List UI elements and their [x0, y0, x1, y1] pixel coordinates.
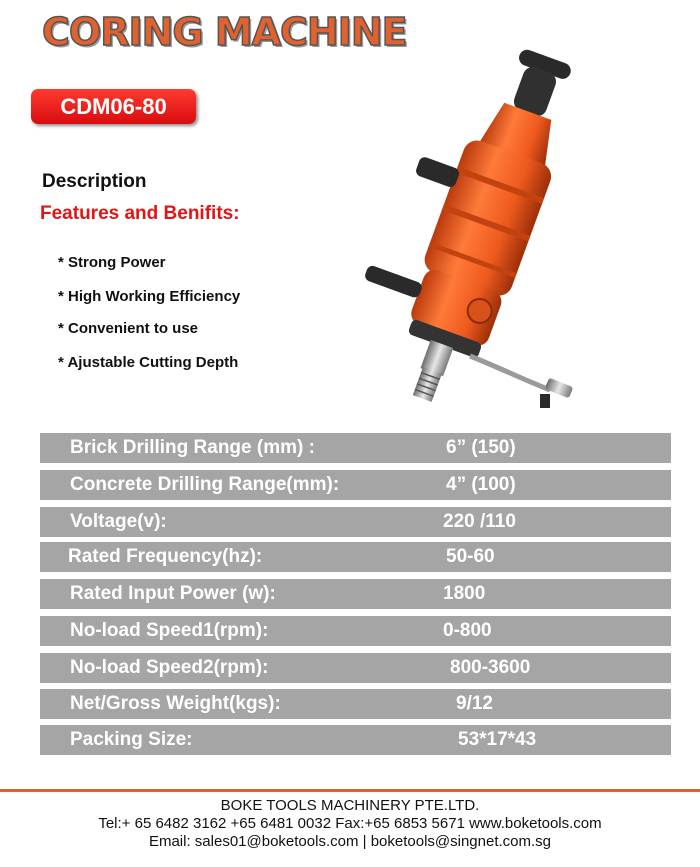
- spec-label: Brick Drilling Range (mm) :: [70, 437, 315, 458]
- contact-info: Tel:+ 65 6482 3162 +65 6481 0032 Fax:+65 6853 5671 www.boketools.com: [98, 815, 602, 832]
- spec-label: Rated Frequency(hz):: [68, 546, 263, 567]
- feature-item: * Convenient to use: [58, 320, 199, 337]
- spec-row: [40, 542, 671, 572]
- spec-value: 6” (150): [446, 437, 516, 458]
- feature-item: * Strong Power: [58, 254, 166, 271]
- spec-row: [40, 653, 671, 683]
- spec-value: 220 /110: [443, 511, 516, 532]
- spec-label: Packing Size:: [70, 729, 193, 750]
- page-title: CORING MACHINE: [42, 10, 407, 54]
- features-heading: Features and Benifits:: [40, 203, 240, 224]
- spec-row: [40, 689, 671, 719]
- feature-item: * Ajustable Cutting Depth: [58, 354, 239, 371]
- spec-value: 50-60: [446, 546, 495, 567]
- footer: [0, 797, 700, 851]
- spec-label: No-load Speed2(rpm):: [70, 657, 269, 678]
- spec-value: 53*17*43: [458, 729, 537, 750]
- coring-machine-image: [360, 38, 575, 416]
- spec-row: [40, 433, 671, 463]
- spec-label: Net/Gross Weight(kgs):: [70, 693, 281, 714]
- spec-label: Concrete Drilling Range(mm):: [70, 474, 340, 495]
- spec-value: 4” (100): [446, 474, 516, 495]
- spec-row: [40, 507, 671, 537]
- email-info: Email: sales01@boketools.com | boketools@singnet.com.sg: [148, 833, 552, 850]
- spec-row: [40, 470, 671, 500]
- spec-label: Rated Input Power (w):: [70, 583, 276, 604]
- model-badge: CDM06-80: [31, 89, 196, 124]
- description-heading: Description: [42, 171, 147, 192]
- spec-value: 9/12: [456, 693, 493, 714]
- spec-value: 1800: [443, 583, 486, 604]
- spec-row: [40, 579, 671, 609]
- company-name: BOKE TOOLS MACHINERY PTE.LTD.: [220, 797, 480, 814]
- spec-row: [40, 616, 671, 646]
- spec-value: 800-3600: [450, 657, 531, 678]
- feature-item: * High Working Efficiency: [58, 288, 241, 305]
- spec-label: No-load Speed1(rpm):: [70, 620, 269, 641]
- spec-value: 0-800: [443, 620, 492, 641]
- spec-label: Voltage(v):: [70, 511, 167, 532]
- footer-divider: [0, 789, 700, 792]
- spec-row: [40, 725, 671, 755]
